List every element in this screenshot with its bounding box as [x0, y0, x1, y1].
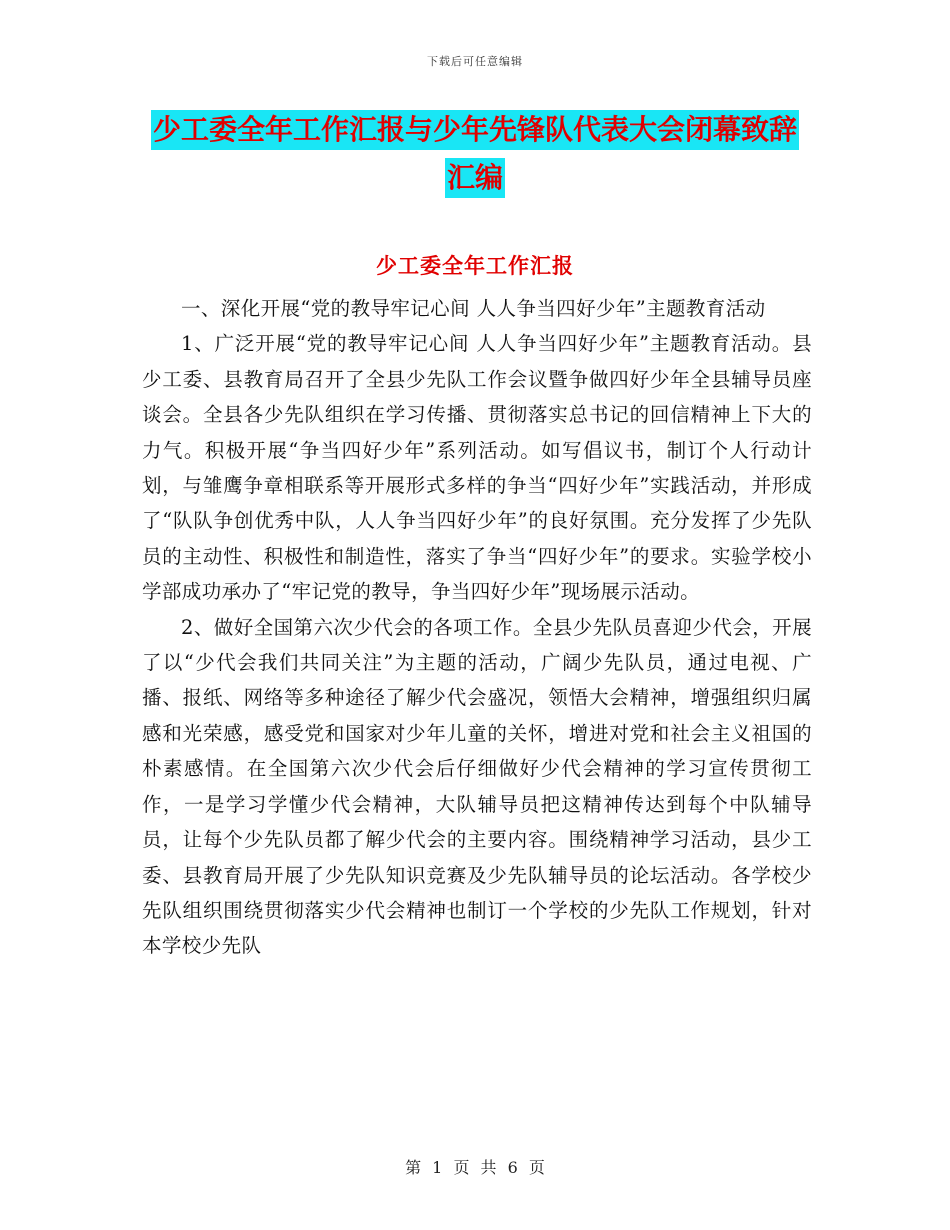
- section-title: 少工委全年工作汇报: [376, 253, 574, 278]
- document-title: [140, 110, 810, 206]
- body-text: [142, 291, 812, 964]
- title-line-2: 汇编: [445, 158, 505, 198]
- page-number: 第 1 页 共 6 页: [405, 1158, 545, 1177]
- title-line-1: 少工委全年工作汇报与少年先锋队代表大会闭幕致辞: [151, 110, 799, 150]
- paragraph: 1、广泛开展“党的教导牢记心间 人人争当四好少年”主题教育活动。县少工委、县教育局召开了全县少先队工作会议暨争做四好少年全县辅导员座谈会。全县各少先队组织在学习传播、贯彻落实总书记的回信精神上下大的力气。积极开展“争当四好少年”系列活动。如写倡议书，制订个人行动计划，与雏鹰争章相联系等开展形式多样的争当“四好少年”实践活动，并形成了“队队争创优秀中队，人人争当四好少年”的良好氛围。充分发挥了少先队员的主动性、积极性和制造性，落实了争当“四好少年”的要求。实验学校小学部成功承办了“牢记党的教导，争当四好少年”现场展示活动。: [142, 332, 812, 604]
- header-note: 下载后可任意编辑: [427, 55, 523, 68]
- paragraph: 2、做好全国第六次少代会的各项工作。全县少先队员喜迎少代会，开展了以“少代会我们共同关注”为主题的活动，广阔少先队员，通过电视、广播、报纸、网络等多种途径了解少代会盛况，领悟大会精神，增强组织归属感和光荣感，感受党和国家对少年儿童的关怀，增进对党和社会主义祖国的朴素感情。在全国第六次少代会后仔细做好少代会精神的学习宣传贯彻工作，一是学习学懂少代会精神，大队辅导员把这精神传达到每个中队辅导员，让每个少先队员都了解少代会的主要内容。围绕精神学习活动，县少工委、县教育局开展了少先队知识竞赛及少先队辅导员的论坛活动。各学校少先队组织围绕贯彻落实少代会精神也制订一个学校的少先队工作规划，针对本学校少先队: [142, 615, 812, 958]
- paragraph-heading: 一、深化开展“党的教导牢记心间 人人争当四好少年”主题教育活动: [181, 297, 766, 320]
